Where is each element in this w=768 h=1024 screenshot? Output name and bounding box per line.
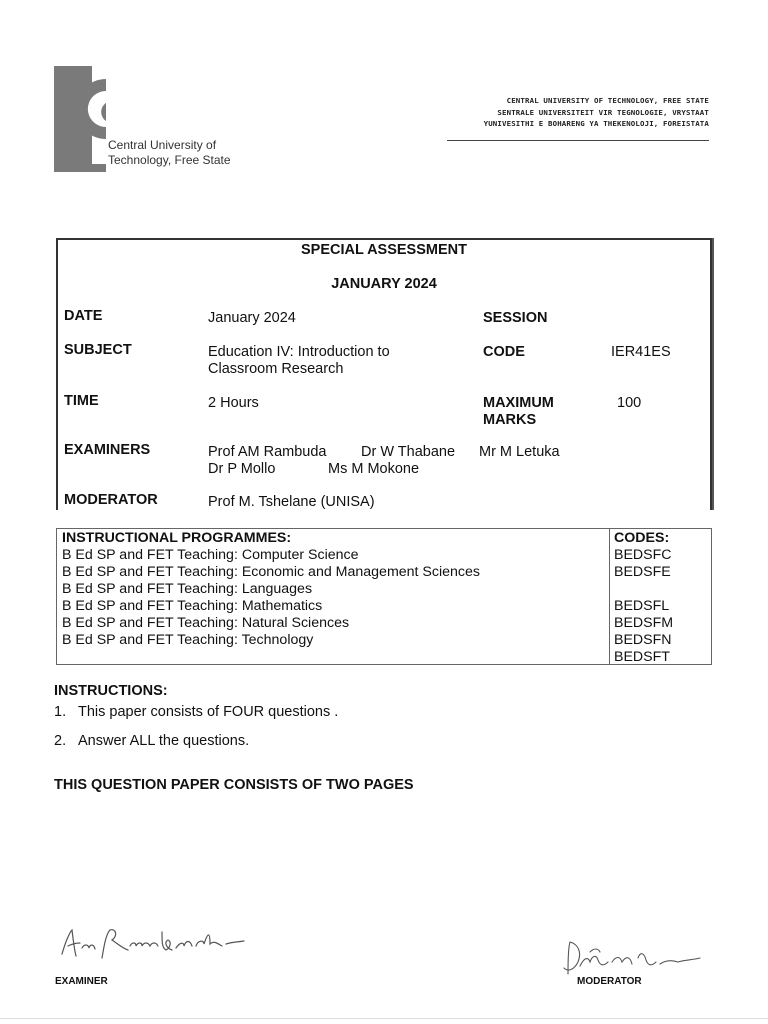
instruction-number: 1. bbox=[54, 704, 67, 720]
code-value: IER41ES bbox=[611, 344, 671, 360]
header-divider bbox=[447, 140, 709, 141]
examiner-4: Dr P Mollo bbox=[208, 461, 276, 477]
page-count-note: THIS QUESTION PAPER CONSISTS OF TWO PAGES bbox=[54, 777, 414, 793]
examiner-2: Dr W Thabane bbox=[361, 444, 456, 460]
programme-item: B Ed SP and FET Teaching: Natural Sciences bbox=[62, 615, 350, 631]
examiner-3: Mr M Letuka bbox=[479, 444, 560, 460]
examiner-1: Prof AM Rambuda bbox=[208, 444, 327, 460]
maximum-marks-label-line1: MAXIMUM bbox=[483, 395, 554, 411]
university-name-afrikaans: SENTRALE UNIVERSITEIT VIR TEGNOLOGIE, VRYSTAAT bbox=[497, 107, 709, 117]
programme-code: BEDSFL bbox=[614, 598, 670, 614]
programme-codes-list bbox=[614, 530, 673, 666]
assessment-period: JANUARY 2024 bbox=[331, 276, 437, 292]
instruction-text: This paper consists of FOUR questions . bbox=[78, 704, 339, 720]
subject-line1: Education IV: Introduction to bbox=[208, 344, 390, 360]
examiner-5: Ms M Mokone bbox=[328, 461, 420, 477]
instruction-item-2 bbox=[54, 733, 249, 749]
instruction-text: Answer ALL the questions. bbox=[78, 733, 250, 749]
programme-item: B Ed SP and FET Teaching: Technology bbox=[62, 632, 314, 648]
programme-item: B Ed SP and FET Teaching: Economic and Management Sciences bbox=[62, 564, 480, 580]
cut-logo-swirl-icon bbox=[54, 66, 106, 172]
session-label: SESSION bbox=[483, 310, 548, 326]
moderator-signature-label: MODERATOR bbox=[577, 976, 642, 987]
programme-item: B Ed SP and FET Teaching: Mathematics bbox=[62, 598, 323, 614]
university-name-sesotho: YUNIVESITHI E BOHARENG YA THEKENOLOJI, FOREISTATA bbox=[483, 119, 709, 128]
subject-label: SUBJECT bbox=[64, 342, 132, 358]
university-names bbox=[447, 95, 709, 130]
programmes-column-divider bbox=[609, 529, 610, 664]
subject-value bbox=[208, 344, 390, 378]
programmes-header: INSTRUCTIONAL PROGRAMMES: bbox=[62, 530, 292, 546]
code-label: CODE bbox=[483, 344, 525, 360]
programme-item: B Ed SP and FET Teaching: Computer Science bbox=[62, 547, 359, 563]
logo-text-line1: Central University of bbox=[108, 138, 217, 152]
programme-code: BEDSFT bbox=[614, 649, 670, 665]
moderator-value: Prof M. Tshelane (UNISA) bbox=[208, 494, 375, 510]
maximum-marks-value: 100 bbox=[617, 395, 642, 411]
instructions-heading: INSTRUCTIONS: bbox=[54, 683, 168, 699]
programmes-list bbox=[62, 530, 480, 649]
date-label: DATE bbox=[64, 308, 103, 324]
examiners-label: EXAMINERS bbox=[64, 442, 151, 458]
university-name-english: CENTRAL UNIVERSITY OF TECHNOLOGY, FREE STATE bbox=[506, 96, 709, 105]
codes-header: CODES: bbox=[614, 530, 670, 546]
programme-code bbox=[614, 581, 673, 598]
programme-code: BEDSFE bbox=[614, 564, 671, 580]
maximum-marks-label-line2: MARKS bbox=[483, 412, 537, 428]
moderator-signature bbox=[560, 938, 706, 978]
time-label: TIME bbox=[64, 393, 99, 409]
instruction-number: 2. bbox=[54, 733, 67, 749]
examiner-signature bbox=[58, 918, 248, 962]
time-value: 2 Hours bbox=[208, 395, 259, 411]
maximum-marks-label bbox=[483, 395, 554, 429]
date-value: January 2024 bbox=[208, 310, 296, 326]
programme-code: BEDSFN bbox=[614, 632, 672, 648]
assessment-title: SPECIAL ASSESSMENT bbox=[301, 242, 467, 258]
logo-text bbox=[108, 138, 231, 168]
page-bottom-divider bbox=[0, 1018, 768, 1019]
programme-code: BEDSFC bbox=[614, 547, 672, 563]
moderator-label: MODERATOR bbox=[64, 492, 158, 508]
programme-item: B Ed SP and FET Teaching: Languages bbox=[62, 581, 313, 597]
instruction-item-1 bbox=[54, 704, 338, 720]
logo-text-line2: Technology, Free State bbox=[108, 153, 231, 167]
examiner-label: EXAMINER bbox=[55, 976, 108, 987]
university-logo bbox=[54, 66, 254, 176]
subject-line2: Classroom Research bbox=[208, 361, 344, 377]
programme-code: BEDSFM bbox=[614, 615, 674, 631]
programmes-table bbox=[56, 528, 712, 665]
assessment-details-box bbox=[56, 238, 712, 510]
